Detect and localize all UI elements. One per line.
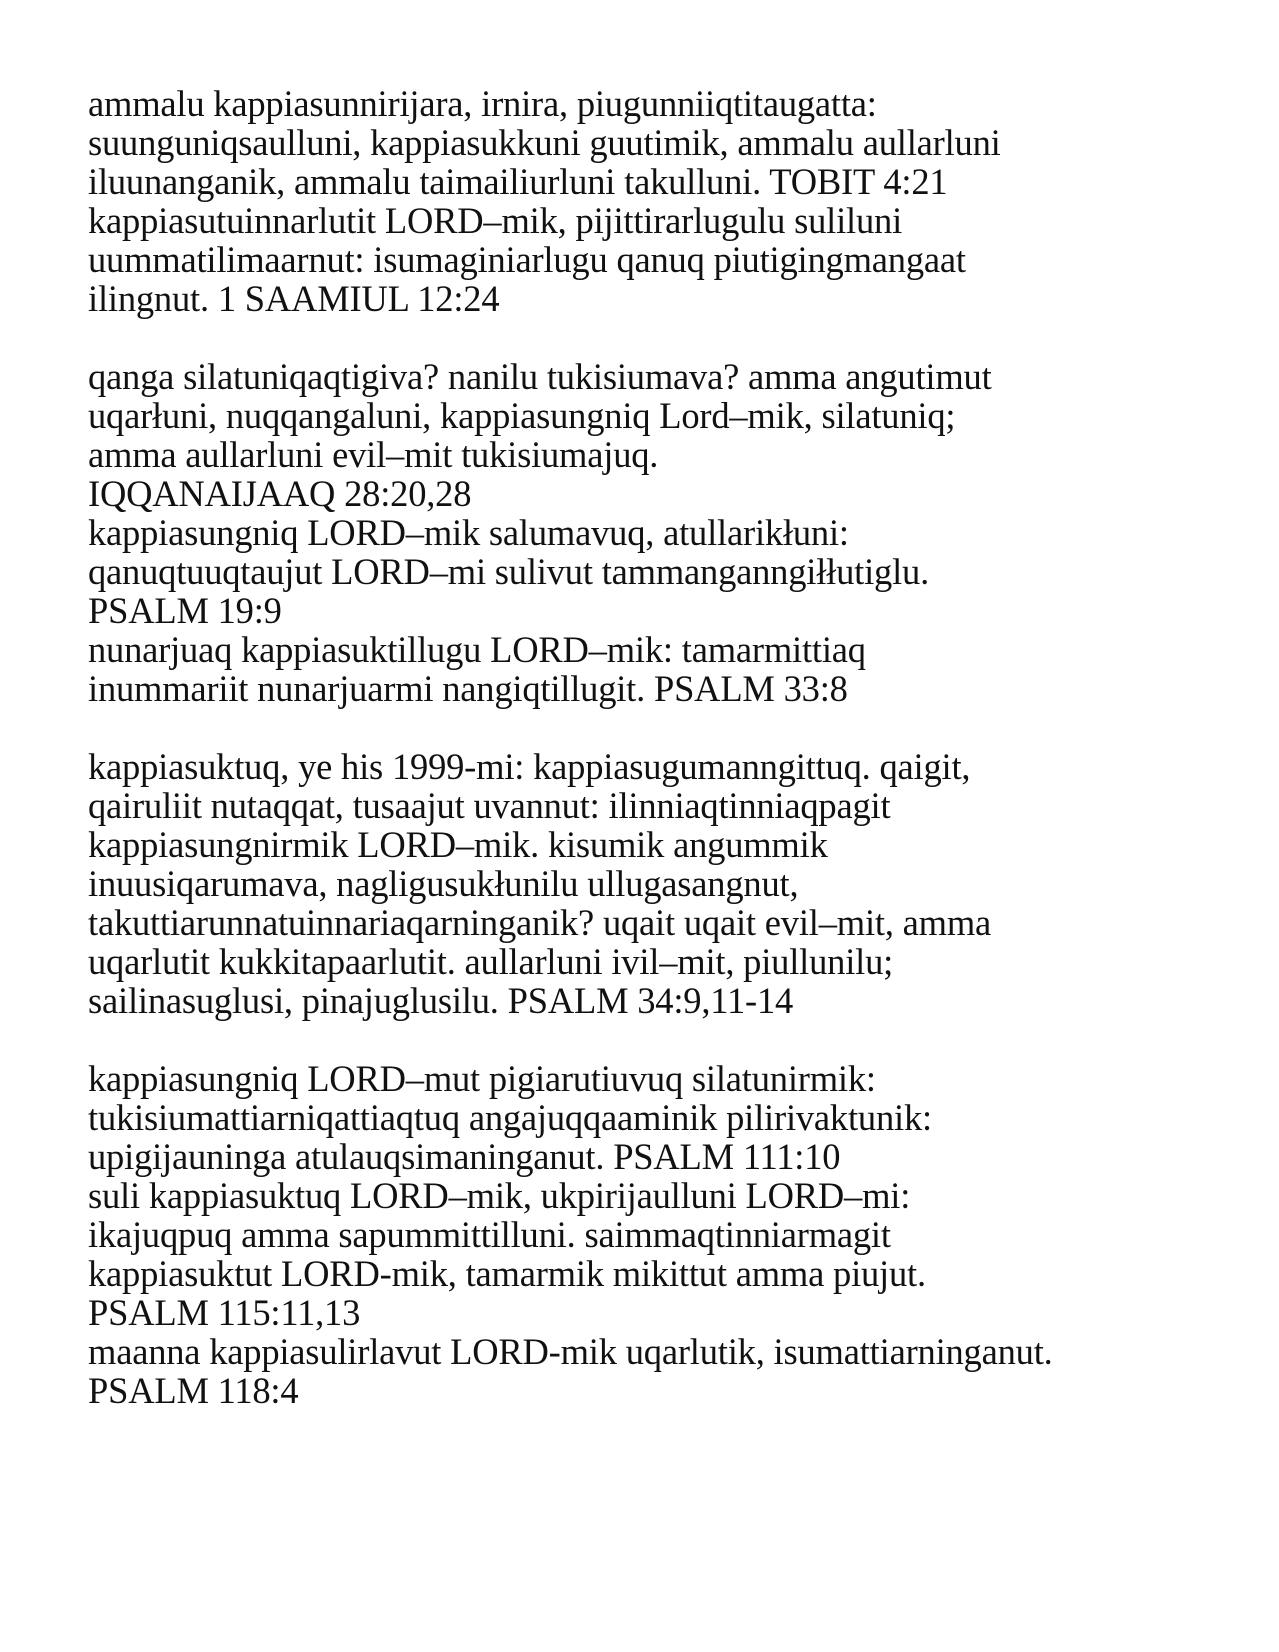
text-line: kappiasuktuq, ye his 1999-mi: kappiasugumanngittuq. qaigit,	[88, 746, 971, 787]
text-line: amma aullarluni evil–mit tukisiumajuq.	[88, 434, 659, 475]
text-line: qanuqtuuqtaujut LORD–mi sulivut tammanganngiłłutiglu.	[88, 551, 930, 592]
text-line: nunarjuaq kappiasuktillugu LORD–mik: tamarmittiaq	[88, 629, 866, 670]
text-line: maanna kappiasulirlavut LORD-mik uqarlutik, isumattiarninganut.	[88, 1331, 1053, 1372]
text-line: suunguniqsaulluni, kappiasukkuni guutimik, ammalu aullarluni	[88, 122, 1001, 163]
paragraph-4	[88, 1059, 1268, 1410]
text-line: ilingnut. 1 SAAMIUL 12:24	[88, 278, 500, 319]
text-line: inummariit nunarjuarmi nangiqtillugit. PSALM 33:8	[88, 668, 848, 709]
text-line: kappiasungniq LORD–mut pigiarutiuvuq silatunirmik:	[88, 1058, 876, 1099]
text-line: inuusiqarumava, nagligusukłunilu ullugasangnut,	[88, 863, 799, 904]
text-line: kappiasutuinnarlutit LORD–mik, pijittirarlugulu suliluni	[88, 200, 903, 241]
text-line: sailinasuglusi, pinajuglusilu. PSALM 34:9,11-14	[88, 980, 794, 1021]
text-line: uqarłuni, nuqqangaluni, kappiasungniq Lord–mik, silatuniq;	[88, 395, 956, 436]
text-line: kappiasungniq LORD–mik salumavuq, atullarikłuni:	[88, 512, 849, 553]
text-line: iluunanganik, ammalu taimailiurluni takulluni. TOBIT 4:21	[88, 161, 948, 202]
text-line: kappiasungnirmik LORD–mik. kisumik angummik	[88, 824, 828, 865]
text-line: ammalu kappiasunnirijara, irnira, piugunniiqtitaugatta:	[88, 83, 877, 124]
text-line: PSALM 19:9	[88, 590, 282, 631]
text-line: qairuliit nutaqqat, tusaajut uvannut: ilinniaqtinniaqpagit	[88, 785, 891, 826]
text-line: ikajuqpuq amma sapummittilluni. saimmaqtinniarmagit	[88, 1214, 891, 1255]
text-line: uummatilimaarnut: isumaginiarlugu qanuq piutigingmangaat	[88, 239, 966, 280]
paragraph-1	[88, 84, 1268, 318]
paragraph-2	[88, 357, 1268, 708]
text-line: qanga silatuniqaqtigiva? nanilu tukisiumava? amma angutimut	[88, 356, 992, 397]
text-line: suli kappiasuktuq LORD–mik, ukpirijaulluni LORD–mi:	[88, 1175, 911, 1216]
text-line: PSALM 118:4	[88, 1370, 299, 1411]
paragraph-3	[88, 747, 1268, 1020]
scripture-text-block	[88, 84, 1268, 1410]
text-line: upigijauninga atulauqsimaninganut. PSALM 111:10	[88, 1136, 841, 1177]
text-line: tukisiumattiarniqattiaqtuq angajuqqaaminik pilirivaktunik:	[88, 1097, 932, 1138]
text-line: IQQANAIJAAQ 28:20,28	[88, 473, 472, 514]
text-line: uqarlutit kukkitapaarlutit. aullarluni ivil–mit, piullunilu;	[88, 941, 894, 982]
text-line: kappiasuktut LORD-mik, tamarmik mikittut amma piujut.	[88, 1253, 926, 1294]
text-line: takuttiarunnatuinnariaqarninganik? uqait uqait evil–mit, amma	[88, 902, 992, 943]
text-line: PSALM 115:11,13	[88, 1292, 361, 1333]
